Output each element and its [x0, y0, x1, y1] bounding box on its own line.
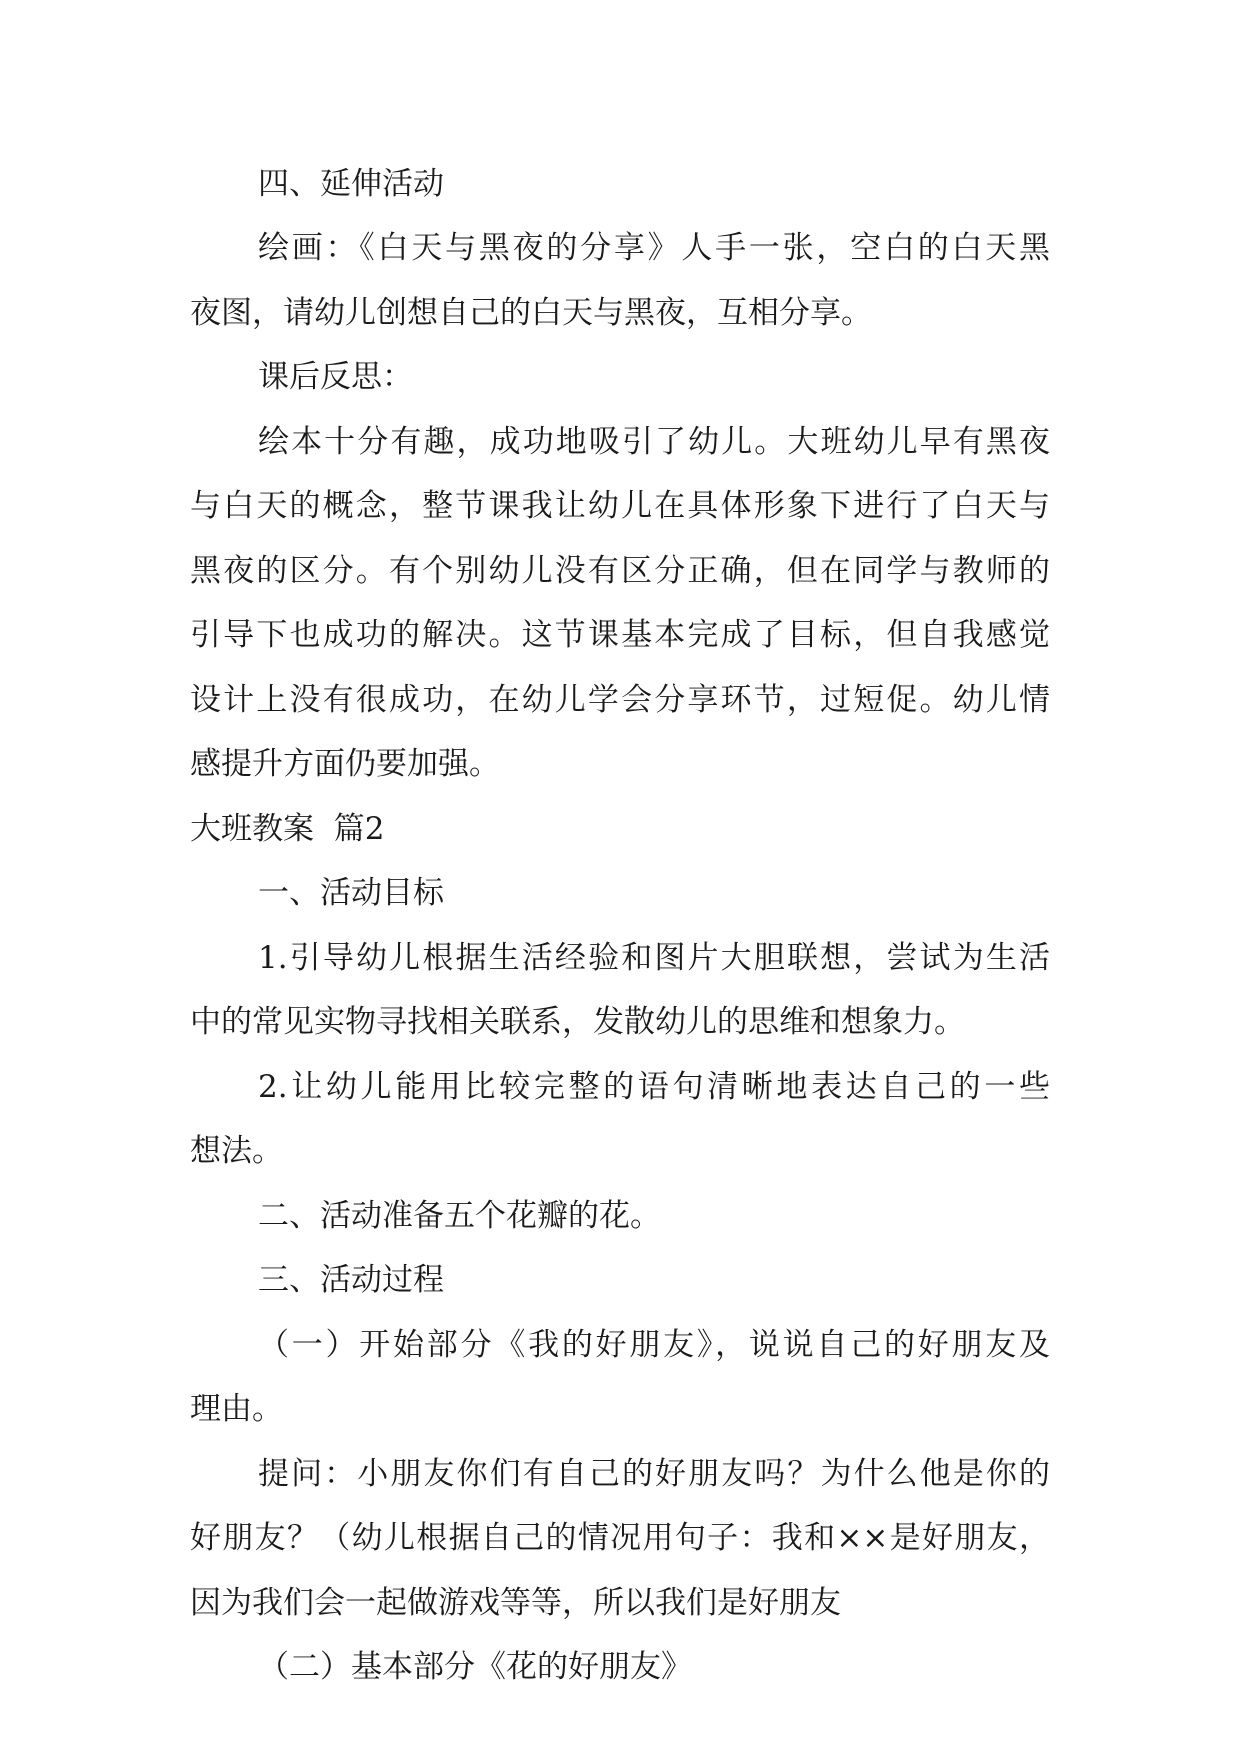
paragraph-line: 夜图，请幼儿创想自己的白天与黑夜，互相分享。	[190, 295, 872, 331]
section-heading-preparation: 二、活动准备五个花瓣的花。	[258, 1198, 661, 1234]
section-heading-extension-activity: 四、延伸活动	[258, 166, 444, 202]
list-item-line: 中的常见实物寻找相关联系，发散幼儿的思维和想象力。	[190, 1004, 965, 1040]
paragraph-line: 绘本十分有趣，成功地吸引了幼儿。大班幼儿早有黑夜	[258, 424, 1050, 460]
paragraph-line: 与白天的概念，整节课我让幼儿在具体形象下进行了白天与	[190, 488, 1050, 524]
paragraph-line: 设计上没有很成功，在幼儿学会分享环节，过短促。幼儿情	[190, 682, 1050, 718]
list-item-line: 2.让幼儿能用比较完整的语句清晰地表达自己的一些	[258, 1069, 1050, 1105]
paragraph-line: 引导下也成功的解决。这节课基本完成了目标，但自我感觉	[190, 617, 1050, 653]
paragraph-line: （一）开始部分《我的好朋友》，说说自己的好朋友及	[258, 1327, 1050, 1363]
section-heading-reflection: 课后反思：	[258, 359, 413, 395]
paragraph-line: 因为我们会一起做游戏等等，所以我们是好朋友	[190, 1585, 841, 1621]
section-heading-objectives: 一、活动目标	[258, 875, 444, 911]
lesson-plan-title: 大班教案 篇2	[190, 811, 385, 847]
paragraph-line: 好朋友？（幼儿根据自己的情况用句子：我和××是好朋友，	[190, 1520, 1050, 1556]
list-item-line: 想法。	[190, 1133, 283, 1169]
paragraph-line: 黑夜的区分。有个别幼儿没有区分正确，但在同学与教师的	[190, 553, 1050, 589]
paragraph-line: 绘画：《白天与黑夜的分享》人手一张，空白的白天黑	[258, 230, 1050, 266]
section-heading-process: 三、活动过程	[258, 1262, 444, 1298]
paragraph-line: 理由。	[190, 1391, 283, 1427]
paragraph-line: 感提升方面仍要加强。	[190, 746, 500, 782]
subsection-heading-basic-part: （二）基本部分《花的好朋友》	[258, 1649, 692, 1685]
paragraph-line: 提问：小朋友你们有自己的好朋友吗？为什么他是你的	[258, 1456, 1050, 1492]
list-item-line: 1.引导幼儿根据生活经验和图片大胆联想，尝试为生活	[258, 940, 1050, 976]
